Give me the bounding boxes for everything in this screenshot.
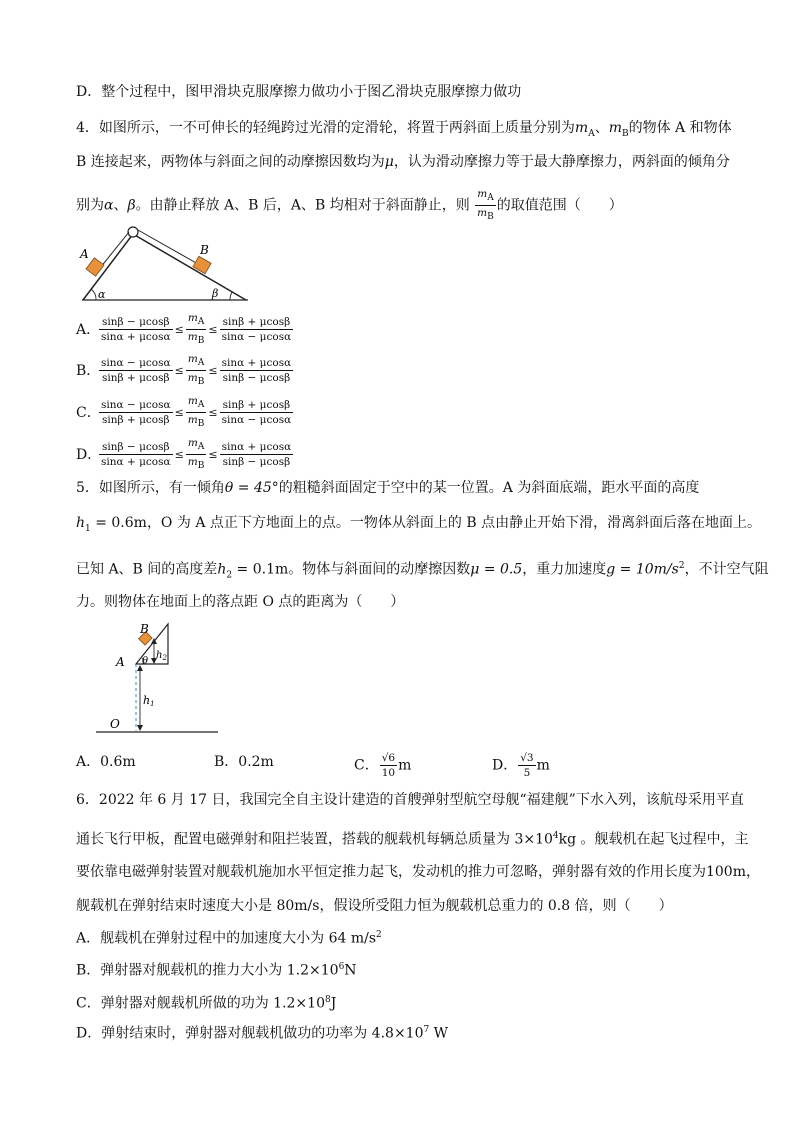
q5-option-b-text: 0.2m — [238, 754, 274, 770]
q4-sep2: 、 — [113, 197, 128, 214]
q5-text3-end: ，不计空气阻 — [684, 561, 769, 578]
q4-option-mid-num-sub: A — [197, 442, 205, 453]
q5-g: g = 10m/s — [606, 561, 679, 578]
q4-option-right-den: sinβ − μcosβ — [222, 456, 291, 469]
q4-option-label: A． — [76, 321, 101, 338]
q5-stem-line3 — [76, 556, 769, 585]
q4-frac-den: m — [477, 207, 488, 220]
q4-sub-A: A — [588, 128, 595, 139]
q5-option-d-frac — [518, 752, 535, 779]
q5-g-sup: 2 — [678, 561, 685, 571]
q4-option-mid-den-sub: B — [197, 419, 205, 430]
q4-option-mid-num-m: m — [187, 312, 198, 324]
q4-ratio-fraction — [475, 188, 496, 223]
q4-option-b[interactable] — [76, 353, 294, 388]
q4-text2-end: ，认为滑动摩擦力等于最大静摩擦力，两斜面的倾角分 — [393, 154, 730, 170]
q4-option-c[interactable] — [76, 395, 294, 430]
q5-option-d-unit: m — [536, 757, 550, 774]
q6-option-c-label: C． — [76, 995, 101, 1012]
q4-block-a — [86, 258, 104, 276]
q6-option-c-sup: 8 — [324, 995, 331, 1005]
q6-stem-line1: 6．2022 年 6 月 17 日，我国完全自主设计建造的首艘弹射型航空母舰“福建舰”下水入列，该航母采用平直 — [76, 792, 744, 808]
q6-option-d-label: D． — [76, 1025, 102, 1042]
q4-option-left-frac — [99, 441, 173, 468]
q4-option-rel-2: ≤ — [208, 322, 218, 336]
q5-h2: h — [217, 561, 227, 578]
q5-theta: θ = 45° — [224, 480, 279, 496]
q6-option-b-tail: N — [344, 962, 357, 979]
q4-option-left-den: sinα + μcosα — [101, 331, 171, 344]
q5-text1: 5．如图所示，有一倾角 — [76, 480, 225, 496]
q4-option-right-den: sinβ − μcosβ — [222, 372, 291, 385]
q4-option-mid-num-m: m — [187, 395, 198, 407]
q4-option-a[interactable] — [76, 312, 294, 347]
q4-option-rel-1: ≤ — [174, 405, 184, 419]
q4-option-mid-den-sub: B — [197, 377, 205, 388]
q5-stem-line1 — [76, 478, 699, 498]
q4-option-label: C． — [76, 404, 101, 421]
q5-option-a[interactable] — [76, 752, 136, 772]
q4-option-left-num: sinα − μcosα — [101, 357, 171, 370]
q4-label-alpha: α — [98, 288, 106, 301]
q4-frac-den-sub: B — [487, 212, 494, 223]
q4-text3: 别为 — [76, 197, 104, 214]
q4-option-left-frac — [99, 357, 173, 384]
q4-text-end: 的物体 A 和物体 — [628, 120, 732, 136]
q4-frac-num-sub: A — [487, 193, 494, 204]
q6-stem-line3: 要依靠电磁弹射装置对舰载机施加水平恒定推力起飞，发动机的推力可忽略，弹射器有效的作用长度为100m， — [76, 864, 760, 880]
q4-option-mid-num-m: m — [187, 353, 198, 365]
q5-option-c-frac — [380, 752, 397, 779]
q5-option-d-num: √3 — [520, 752, 534, 764]
q3-option-d: D．整个过程中，图甲滑块克服摩擦力做功小于图乙滑块克服摩擦力做功 — [76, 84, 522, 100]
q4-rope-left — [100, 232, 129, 268]
q5-option-d[interactable] — [492, 752, 550, 779]
q4-option-mid-den — [186, 371, 207, 388]
q4-option-rel-1: ≤ — [174, 363, 184, 377]
q4-option-mid-frac — [186, 437, 207, 472]
q4-stem-line2 — [76, 152, 730, 172]
q5-option-b[interactable] — [214, 752, 274, 772]
q4-label-A: A — [80, 247, 89, 261]
q4-var-mA: m — [574, 120, 589, 136]
q5-label-h1 — [143, 694, 155, 708]
q4-text3-end: 的取值范围（ ） — [496, 197, 623, 214]
q4-option-mid-num-sub: A — [197, 400, 205, 411]
q4-option-rel-2: ≤ — [208, 405, 218, 419]
q5-option-b-label: B． — [214, 754, 239, 770]
q4-stem-line1 — [76, 118, 732, 144]
q5-label-A: A — [116, 655, 125, 669]
q4-option-left-num: sinα − μcosα — [101, 399, 171, 412]
q4-option-left-frac — [99, 316, 173, 343]
q5-label-h2-sub: 2 — [162, 654, 167, 662]
q5-text3-mid2: ，重力加速度 — [522, 561, 607, 578]
q4-option-mid-den — [186, 413, 207, 430]
q4-label-B: B — [200, 243, 209, 257]
q4-option-mid-frac — [186, 353, 207, 388]
q4-frac-num: m — [477, 188, 488, 200]
q4-var-beta: β — [127, 197, 136, 214]
q5-h1-val: = 0.6m — [90, 515, 147, 531]
q4-var-mB: m — [608, 120, 622, 136]
q6-text2-end: kg 。舰载机在起飞过程中，主 — [558, 831, 749, 848]
q5-option-c[interactable] — [354, 752, 411, 779]
q5-stem-line2 — [76, 513, 761, 539]
q4-option-left-den: sinβ + μcosβ — [102, 414, 170, 427]
q4-text2: B 连接起来，两物体与斜面之间的动摩擦因数均为 — [76, 154, 385, 170]
q6-option-d-sup: 7 — [423, 1025, 430, 1035]
q4-option-mid-num-sub: A — [197, 358, 205, 369]
q6-text2-sup: 4 — [552, 831, 559, 841]
q5-label-h2-h: h — [156, 650, 163, 661]
q6-option-b[interactable] — [76, 957, 357, 981]
q5-option-d-den: 5 — [523, 767, 531, 779]
q5-label-theta: θ — [142, 656, 149, 667]
q4-stem-line3 — [76, 188, 623, 223]
q4-var-alpha: α — [104, 197, 114, 214]
q4-text3-mid: 。由静止释放 A、B 后，A、B 均相对于斜面静止，则 — [135, 197, 470, 214]
q5-stem-line4: 力。则物体在地面上的落点距 O 点的距离为（ ） — [76, 594, 405, 610]
q4-option-rel-2: ≤ — [208, 363, 218, 377]
q6-option-c[interactable] — [76, 990, 336, 1014]
q5-option-a-text: 0.6m — [100, 754, 136, 770]
q6-option-a[interactable] — [76, 925, 382, 949]
q4-option-right-num: sinα + μcosα — [221, 441, 292, 454]
q4-option-right-den: sinα − μcosα — [221, 331, 292, 344]
q4-option-mid-num-sub: A — [197, 317, 205, 328]
q4-option-right-frac — [220, 357, 294, 384]
q6-option-b-text: 弹射器对舰载机的推力大小为 1.2×10 — [100, 962, 339, 979]
q4-option-right-num: sinβ + μcosβ — [220, 399, 294, 413]
q4-option-mid-frac — [186, 312, 207, 347]
q4-option-right-frac — [220, 316, 294, 343]
q6-option-a-sup: 2 — [376, 930, 382, 940]
q5-option-c-num: √6 — [381, 752, 396, 764]
q5-text2: ，O 为 A 点正下方地面上的点。一物体从斜面上的 B 点由静止开始下滑，滑离斜面后落在地面上。 — [146, 515, 762, 531]
q4-option-mid-den-sub: B — [197, 336, 205, 347]
q5-h1: h — [76, 515, 86, 531]
q5-label-B: B — [140, 622, 149, 636]
q4-option-mid-den-sub: B — [197, 461, 205, 472]
q5-h2-sub: 2 — [226, 570, 233, 581]
q5-h1-arrow-down — [137, 725, 143, 731]
q5-text3-mid: 。物体与斜面间的动摩擦因数 — [288, 561, 471, 578]
q4-option-right-frac — [220, 399, 294, 426]
q4-option-mid-den-m: m — [187, 456, 198, 469]
q5-label-h1-sub: 1 — [150, 700, 155, 708]
q6-option-b-label: B． — [76, 962, 101, 979]
q5-h2-val: = 0.1m — [232, 561, 289, 578]
q4-option-rel-1: ≤ — [174, 322, 184, 336]
q4-option-label: D． — [76, 446, 102, 463]
q5-label-h1-h: h — [143, 694, 151, 707]
q4-option-rel-2: ≤ — [208, 447, 218, 461]
q4-option-mid-den — [186, 455, 207, 472]
q6-option-b-sup: 6 — [338, 962, 345, 972]
q5-label-O: O — [110, 717, 120, 731]
q4-label-beta: β — [212, 287, 219, 300]
q6-option-d-tail: W — [429, 1025, 449, 1042]
q4-option-right-num: sinα + μcosα — [221, 357, 292, 370]
q4-rope-right — [138, 230, 205, 268]
q4-alpha-arc — [91, 289, 96, 300]
q4-right-incline — [133, 234, 246, 300]
q5-text3: 已知 A、B 间的高度差 — [76, 561, 218, 578]
q5-option-c-unit: m — [398, 757, 412, 774]
q4-option-left-num: sinβ − μcosβ — [99, 316, 173, 330]
q4-option-mid-num-m: m — [187, 437, 198, 449]
q4-option-left-den: sinα + μcosα — [101, 456, 171, 469]
q4-option-mid-den-m: m — [187, 331, 198, 344]
q6-option-a-text: 舰载机在弹射过程中的加速度大小为 64 m/s — [100, 930, 377, 947]
q4-option-mid-den — [186, 330, 207, 347]
q4-sub-B: B — [621, 128, 629, 139]
q6-text2: 通长飞行甲板，配置电磁弹射和阻拦装置，搭载的舰载机每辆总质量为 3×10 — [76, 831, 553, 848]
q4-option-mid-num — [186, 312, 207, 330]
q5-text1-end: 的粗糙斜面固定于空中的某一位置。A 为斜面底端，距水平面的高度 — [278, 480, 700, 496]
q6-option-c-tail: J — [330, 995, 337, 1012]
q4-option-label: B． — [76, 362, 101, 379]
q5-option-c-den: 10 — [381, 767, 396, 779]
q5-option-c-label: C． — [354, 757, 379, 774]
q6-option-a-label: A． — [76, 930, 101, 947]
q5-option-d-label: D． — [492, 757, 518, 774]
q4-option-right-frac — [220, 441, 294, 468]
q5-h1-sub: 1 — [85, 523, 91, 534]
q4-option-mid-num — [186, 437, 207, 455]
q6-option-d[interactable] — [76, 1020, 448, 1044]
q6-stem-line2 — [76, 826, 749, 850]
q4-text: 4．如图所示，一不可伸长的轻绳跨过光滑的定滑轮，将置于两斜面上质量分别为 — [76, 120, 575, 136]
q4-incline-figure — [78, 222, 253, 304]
q5-option-a-label: A． — [76, 754, 101, 770]
q4-option-right-num: sinβ + μcosβ — [220, 316, 294, 330]
q4-sep: 、 — [594, 120, 609, 136]
q4-option-mid-den-m: m — [187, 372, 198, 385]
q5-mu: μ = 0.5 — [470, 561, 523, 578]
q4-option-rel-1: ≤ — [174, 447, 184, 461]
q6-option-c-text: 弹射器对舰载机所做的功为 1.2×10 — [100, 995, 325, 1012]
q4-var-mu: μ — [384, 154, 394, 170]
q4-option-left-den: sinβ + μcosβ — [102, 372, 170, 385]
q4-option-left-frac — [99, 399, 173, 426]
q4-option-mid-frac — [186, 395, 207, 430]
q4-option-right-den: sinα − μcosα — [221, 414, 292, 427]
q4-option-mid-num — [186, 395, 207, 413]
q5-incline-figure — [96, 620, 221, 736]
q6-stem-line4: 舰载机在弹射结束时速度大小是 80m/s，假设所受阻力恒为舰载机总重力的 0.8 倍，则（ ） — [76, 898, 673, 914]
q4-option-d[interactable] — [76, 437, 294, 472]
q4-option-mid-den-m: m — [187, 414, 198, 427]
q4-pulley — [128, 227, 138, 237]
q4-option-left-num: sinβ − μcosβ — [99, 441, 173, 455]
q6-option-d-text: 弹射结束时，弹射器对舰载机做功的功率为 4.8×10 — [101, 1025, 424, 1042]
q4-beta-arc — [230, 292, 232, 300]
q4-option-mid-num — [186, 353, 207, 371]
